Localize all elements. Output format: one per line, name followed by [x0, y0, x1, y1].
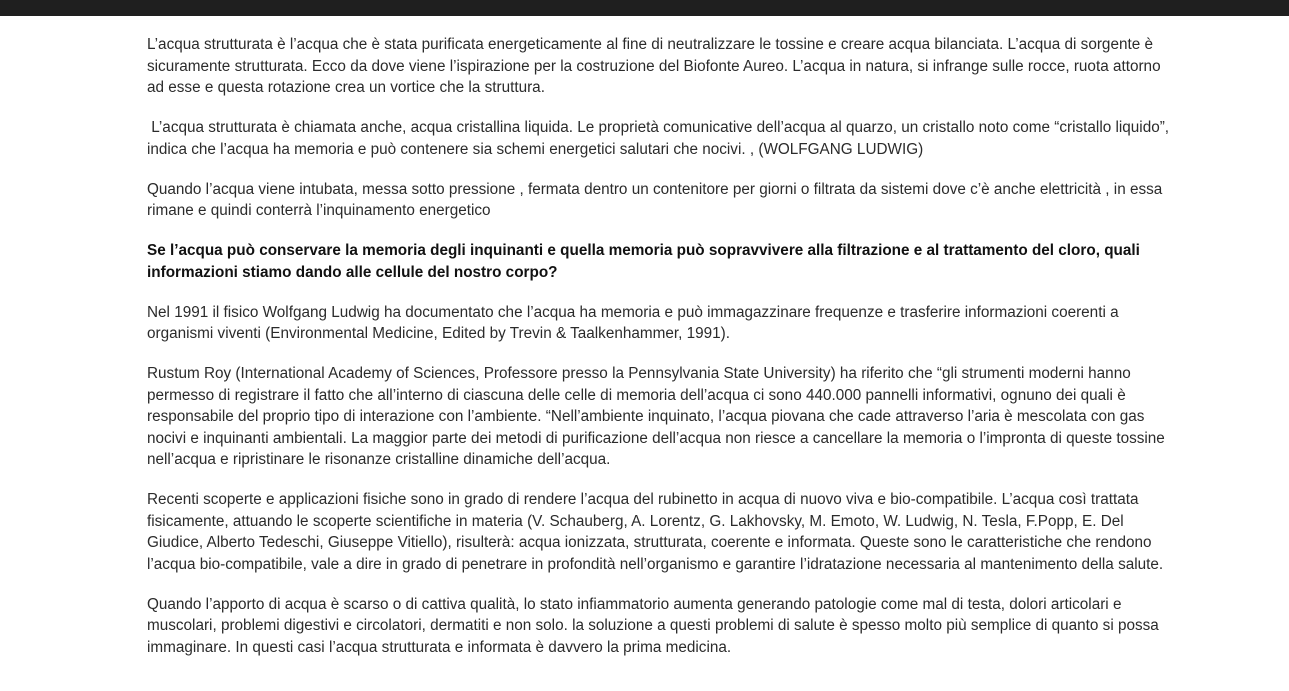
- top-bar: [0, 0, 1289, 16]
- paragraph: Recenti scoperte e applicazioni fisiche sono in grado di rendere l’acqua del rubinetto in acqua di nuovo viva e bio-compatibile. L’acqua così trattata fisicamente, attuando le scoperte scientifiche in materia (V. Schauberg, A. Lorentz, G. Lakhovsky, M. Emoto, W. Ludwig, N. Tesla, F.Popp, E. Del Giudice, Alberto Tedeschi, Giuseppe Vitiello), risulterà: acqua ionizzata, strutturata, coerente e informata. Queste sono le caratteristiche che rendono l’acqua bio-compatibile, vale a dire in grado di penetrare in profondità nell’organismo e garantire l’idratazione necessaria al mantenimento della salute.: [147, 491, 1164, 573]
- article-body: [147, 34, 1178, 677]
- paragraph: Quando l’acqua viene intubata, messa sotto pressione , fermata dentro un contenitore per giorni o filtrata da sistemi dove c’è anche elettricità , in essa rimane e quindi conterrà l’inquinamento energetico: [147, 180, 1163, 219]
- bold-question-paragraph: Se l’acqua può conservare la memoria degli inquinanti e quella memoria può sopravvivere alla filtrazione e al trattamento del cloro, quali informazioni stiamo dando alle cellule del nostro corpo?: [147, 242, 1140, 281]
- paragraph: Rustum Roy (International Academy of Sciences, Professore presso la Pennsylvania State University) ha riferito che “gli strumenti moderni hanno permesso di registrare il fatto che all’interno di ciascuna delle celle di memoria dell’acqua ci sono 440.000 pannelli informativi, ognuno dei quali è responsabile del proprio tipo di interazione con l’ambiente. “Nell’ambiente inquinato, l’acqua piovana che cade attraverso l’aria è mescolata con gas nocivi e inquinanti ambientali. La maggior parte dei metodi di purificazione dell’acqua non riesce a cancellare la memoria o l’impronta di queste tossine nell’acqua e ripristinare le risonanze cristalline dinamiche dell’acqua.: [147, 365, 1165, 468]
- paragraph: L’acqua strutturata è l’acqua che è stata purificata energeticamente al fine di neutralizzare le tossine e creare acqua bilanciata. L’acqua di sorgente è sicuramente strutturata. Ecco da dove viene l’ispirazione per la costruzione del Biofonte Aureo. L’acqua in natura, si infrange sulle rocce, ruota attorno ad esse e questa rotazione crea un vortice che la struttura.: [147, 36, 1161, 96]
- paragraph: Nel 1991 il fisico Wolfgang Ludwig ha documentato che l’acqua ha memoria e può immagazzinare frequenze e trasferire informazioni coerenti a organismi viventi (Environmental Medicine, Edited by Trevin & Taalkenhammer, 1991).: [147, 303, 1119, 342]
- paragraph: Quando l’apporto di acqua è scarso o di cattiva qualità, lo stato infiammatorio aumenta generando patologie come mal di testa, dolori articolari e muscolari, problemi digestivi e circolatori, dermatiti e non solo. la soluzione a questi problemi di salute è spesso molto più semplice di quanto si possa immaginare. In questi casi l’acqua strutturata e informata è davvero la prima medicina.: [147, 595, 1159, 656]
- paragraph: L’acqua strutturata è chiamata anche, acqua cristallina liquida. Le proprietà comunicative dell’acqua al quarzo, un cristallo noto come “cristallo liquido”, indica che l’acqua ha memoria e può contenere sia schemi energetici salutari che nocivi. , (WOLFGANG LUDWIG): [147, 119, 1178, 158]
